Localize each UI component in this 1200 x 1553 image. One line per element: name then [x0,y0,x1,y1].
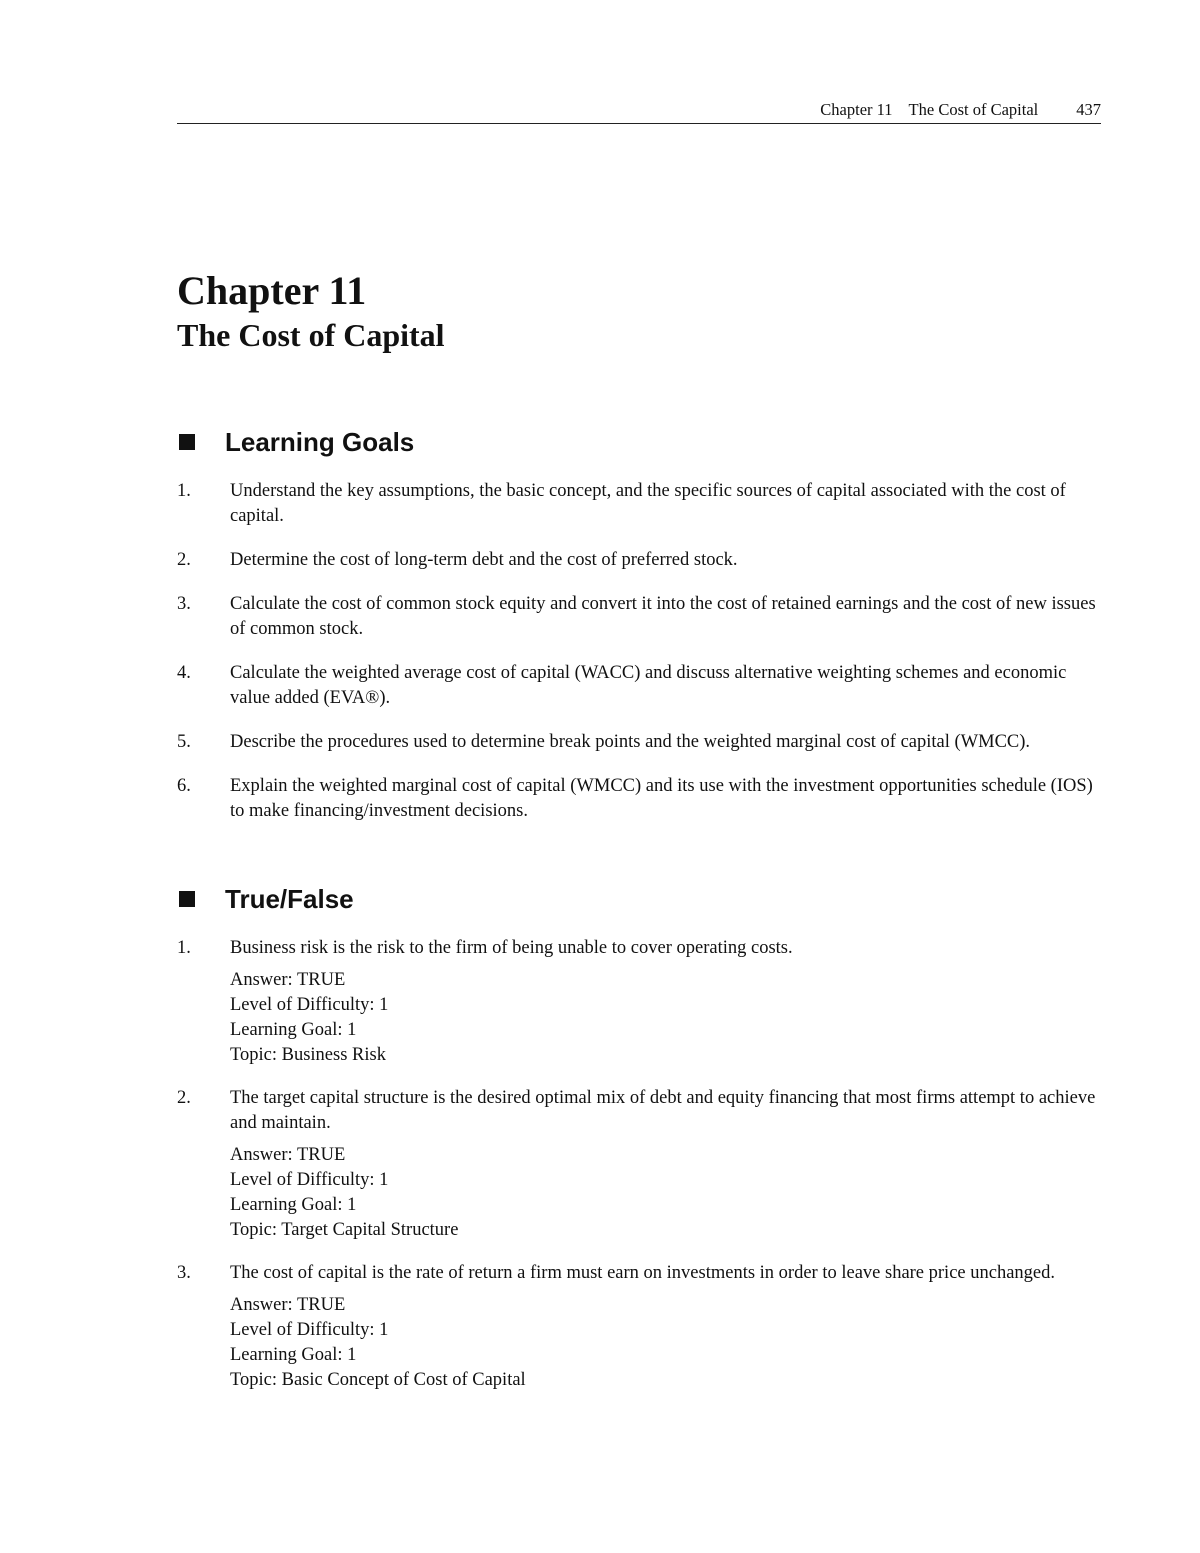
question-text: The target capital structure is the desired optimal mix of debt and equity financing that most firms attempt to achieve and maintain. [230,1088,1096,1133]
question-item [177,936,1103,1068]
running-head-chapter: Chapter 11 [820,100,893,119]
learning-goal-item [177,661,1103,711]
learning-goals-heading [177,426,414,458]
difficulty: Level of Difficulty: 1 [230,1320,389,1340]
question-item [177,1261,1103,1393]
topic: Topic: Business Risk [230,1045,386,1065]
chapter-title: The Cost of Capital [177,317,445,353]
learning-goal-item [177,730,1103,755]
difficulty: Level of Difficulty: 1 [230,995,389,1015]
learning-goals-heading-text: Learning Goals [225,427,415,457]
learning-goal-text: Describe the procedures used to determine break points and the weighted marginal cost of capital (WMCC). [230,732,1031,752]
item-number: 1. [177,938,191,958]
topic: Topic: Target Capital Structure [230,1220,459,1240]
learning-goal-text: Calculate the weighted average cost of capital (WACC) and discuss alternative weighting schemes and economic value added (EVA®). [230,663,1067,708]
true-false-heading [177,883,354,915]
item-number: 3. [177,1263,191,1283]
item-number: 2. [177,550,191,570]
learning-goal: Learning Goal: 1 [230,1345,357,1365]
learning-goal-item [177,774,1103,824]
running-head-title: The Cost of Capital [908,100,1039,119]
item-number: 5. [177,732,191,752]
question-item [177,1086,1103,1243]
page-number: 437 [1076,100,1101,119]
answer: Answer: TRUE [230,970,346,990]
true-false-heading-text: True/False [225,884,354,914]
topic: Topic: Basic Concept of Cost of Capital [230,1370,526,1390]
learning-goal-text: Calculate the cost of common stock equity and convert it into the cost of retained earnings and the cost of new issues of common stock. [230,594,1096,639]
answer: Answer: TRUE [230,1295,346,1315]
item-number: 3. [177,594,191,614]
learning-goal-item [177,548,1103,573]
learning-goal-item [177,479,1103,529]
item-number: 2. [177,1088,191,1108]
running-head [177,99,1101,124]
question-text: The cost of capital is the rate of return a firm must earn on investments in order to leave share price unchanged. [230,1263,1056,1283]
answer: Answer: TRUE [230,1145,346,1165]
learning-goal-item [177,592,1103,642]
learning-goal-text: Understand the key assumptions, the basic concept, and the specific sources of capital associated with the cost of capital. [230,481,1066,526]
item-number: 1. [177,481,191,501]
square-bullet-icon [179,891,195,907]
learning-goals-list [177,479,1103,843]
item-number: 6. [177,776,191,796]
question-text: Business risk is the risk to the firm of being unable to cover operating costs. [230,938,793,958]
true-false-list [177,936,1103,1411]
item-number: 4. [177,663,191,683]
learning-goal-text: Determine the cost of long-term debt and the cost of preferred stock. [230,550,738,570]
difficulty: Level of Difficulty: 1 [230,1170,389,1190]
learning-goal: Learning Goal: 1 [230,1195,357,1215]
learning-goal-text: Explain the weighted marginal cost of capital (WMCC) and its use with the investment opportunities schedule (IOS) to make financing/investment decisions. [230,776,1093,821]
chapter-number: Chapter 11 [177,268,367,313]
learning-goal: Learning Goal: 1 [230,1020,357,1040]
square-bullet-icon [179,434,195,450]
